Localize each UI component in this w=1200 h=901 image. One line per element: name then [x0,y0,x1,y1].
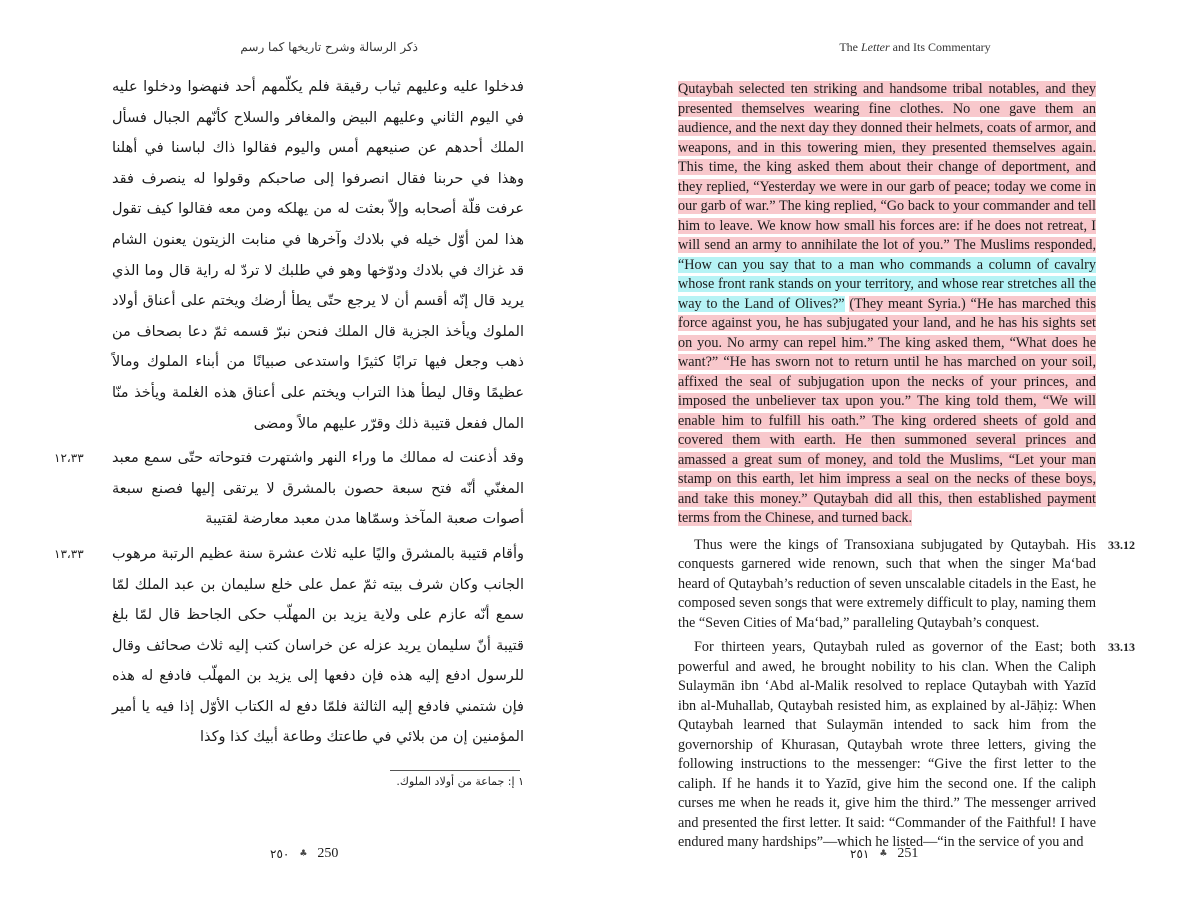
paragraph-number: 33.12 [1108,537,1135,552]
paragraph-number: 33.13 [1108,640,1135,654]
running-head-italic: Letter [861,40,890,54]
english-paragraph-33-12 [678,536,1135,634]
arabic-paragraph-1 [112,72,524,439]
folio-ornament-icon: ♣ [879,849,888,859]
right-page [600,0,1200,901]
running-head-pre: The [839,40,861,54]
folio-latin-number: 250 [317,846,339,861]
english-paragraph-text: Thus were the kings of Transoxiana subjugated by Qutaybah. His conquests garnered wide renown, such that when the singer Ma‘bad heard of Qutaybah’s reduction of seven unscalable citadels in the East, he composed seven songs that were extremely difficult to play, naming them the “Seven Cities of Ma‘bad,” paralleling Qutaybah’s conquest. [678,536,1096,631]
arabic-paragraph-number: ١٢،٣٣ [54,451,84,466]
arabic-paragraph-text: وأقام قتيبة بالمشرق واليًا عليه ثلاث عشرة سنة عظيم الرتبة مرهوب الجانب وكان شرف بيته ثمّ عمل على خلع سليمان بن عبد الملك لمّا سمع أنّه عازم على ولاية يزيد بن المهلّب حكى الجاحظ قال لمّا بلغ قتيبة أنّ سليمان يريد عزله عن خراسان كتب إليه ثلاث صحائف وقال للرسول ادفع إليه هذه فإن دفعها إلى يزيد بن المهلّب فادفع له هذه فإن شتمني فادفع إليه الثالثة فلمّا دفع له الكتاب الأوّل إذا فيه يا أمير المؤمنين إن من بلائي في طاعتك وطاعة أبيك كذا وكذا [112,545,524,746]
arabic-footnote: ١ إ: جماعة من أولاد الملوك. [396,775,524,788]
folio-arabic-number: ٢٥٠ [270,847,290,861]
arabic-text-column [54,72,524,753]
english-text-column [678,80,1135,853]
highlight-red-span[interactable]: (They meant Syria.) “He has marched this force against you, he has subjugated your land, and he has his sights set on you. No army can repel him.” The king asked them, “What does he want?” “He has sworn not to return until he has marched on your soil, affixed the seal of subjugation upon the necks of your princes, and imposed the unbeliever tax upon you.” The king told them, “We will enable him to fulfill his oath.” The king ordered sheets of gold and covered them with earth. He then summoned several princes and amassed a great sum of money, and told the Muslims, “Let your man stamp on this earth, let him impress a seal on the necks of these boys, and take this money.” Qutaybah did all this, then established payment terms from the Chinese, and turned back. [678,295,1097,526]
highlight-red-span[interactable]: Qutaybah selected ten striking and handsome tribal notables, and they presented themselves wearing fine clothes. No one gave them an audience, and the next day they donned their helmets, coats of armor, and weapons, and in this towering mien, they presented themselves again. This time, the king asked them about their change of deportment, and they replied, “Yesterday we were in our garb of peace; today we come in our garb of war.” The king replied, “Go back to your commander and tell him to leave. We know how small his forces are: if he does not retreat, I will send an army to annihilate the lot of you.” The Muslims responded, [678,81,1096,253]
running-head-post: and Its Commentary [889,40,991,54]
folio-arabic-number: ٢٥١ [850,847,870,861]
english-highlighted-paragraph [678,80,1096,529]
english-paragraph-33-13 [678,638,1135,853]
arabic-paragraph-3 [54,539,524,753]
arabic-running-head: ذكر الرسالة وشرح تاريخها كما رسم [240,40,418,54]
right-folio [850,846,918,862]
arabic-paragraph-2 [54,443,524,535]
footnote-rule [390,770,520,771]
arabic-paragraph-text: فدخلوا عليه وعليهم ثياب رقيقة فلم يكلّمهم أحد فنهضوا ودخلوا عليه في اليوم الثاني وعليهم البيض والمغافر والسلاح كأنّهم الجبال فسأل الملك أحدهم عن صنيعهم أمس واليوم فقالوا ذاك لباسنا في أهلنا وهذا في حربنا فقال انصرفوا إلى صاحبكم وقولوا له ينصرف فقد عرفت قلّة أصحابه وإلاّ بعثت له من يهلكه ومن معه فقالوا كيف تقول هذا لمن أوّل خيله في بلادك وآخرها في منابت الزيتون يعنون الشام قد غزاك في بلادك ودوّخها وهو في طلبك لا تردّ له راية قال وما الذي يريد قال إنّه أقسم أن لا يرجع حتّى يطأ أرضك ويختم على أعناق أولاد الملوك ويأخذ الجزية قال الملك فنحن نبرّ قسمه ثمّ دعا بصحاف من ذهب وجعل فيها ترابًا كثيرًا واستدعى صبيانًا من أبناء الملوك ومالاً عظيمًا وقال ليطأ هذا التراب ويختم على أعناق هذه الغلمة ويأخذ منّا المال ففعل قتيبة ذلك وقرّر عليهم مالاً ومضى [112,79,524,432]
folio-ornament-icon: ♣ [299,849,308,859]
english-paragraph-text: For thirteen years, Qutaybah ruled as governor of the East; both powerful and awed, he brought nobility to his clan. When the Caliph Sulaymān ibn ‘Abd al-Malik resolved to replace Qutaybah with Yazīd ibn al-Muhallab, Qutaybah resisted him, as explained by al-Jāḥiẓ: When Qutaybah learned that Sulaymān intended to sack him from the governorship of Khurasan, Qutaybah wrote three letters, giving the following instructions to the messenger: “Give the first letter to the caliph. If he hands it to Yazīd, give him the second one. If the caliph curses me when he reads it, give him the third.” The messenger arrived and presented the first letter. It said: “Commander of the Faithful! I have endured many hardships”—which he listed—“in the service of you and [678,639,1096,850]
folio-latin-number: 251 [897,846,919,861]
left-folio [270,846,338,862]
arabic-paragraph-text: وقد أذعنت له ممالك ما وراء النهر واشتهرت فتوحاته حتّى سمع معبد المغنّي أنّه فتح سبعة حصون بالمشرق لا يرتقى إليها فصنع سبعة أصوات صعبة المآخذ وسمّاها مدن معبد معارضة لقتيبة [112,450,524,528]
arabic-paragraph-number: ١٣،٣٣ [54,546,84,561]
english-running-head [815,40,1015,55]
highlight-cyan-span[interactable]: “How can you say that to a man who commands a column of cavalry whose front rank stands on your territory, and whose rear stretches all the way to the Land of Olives?” [678,256,1096,312]
